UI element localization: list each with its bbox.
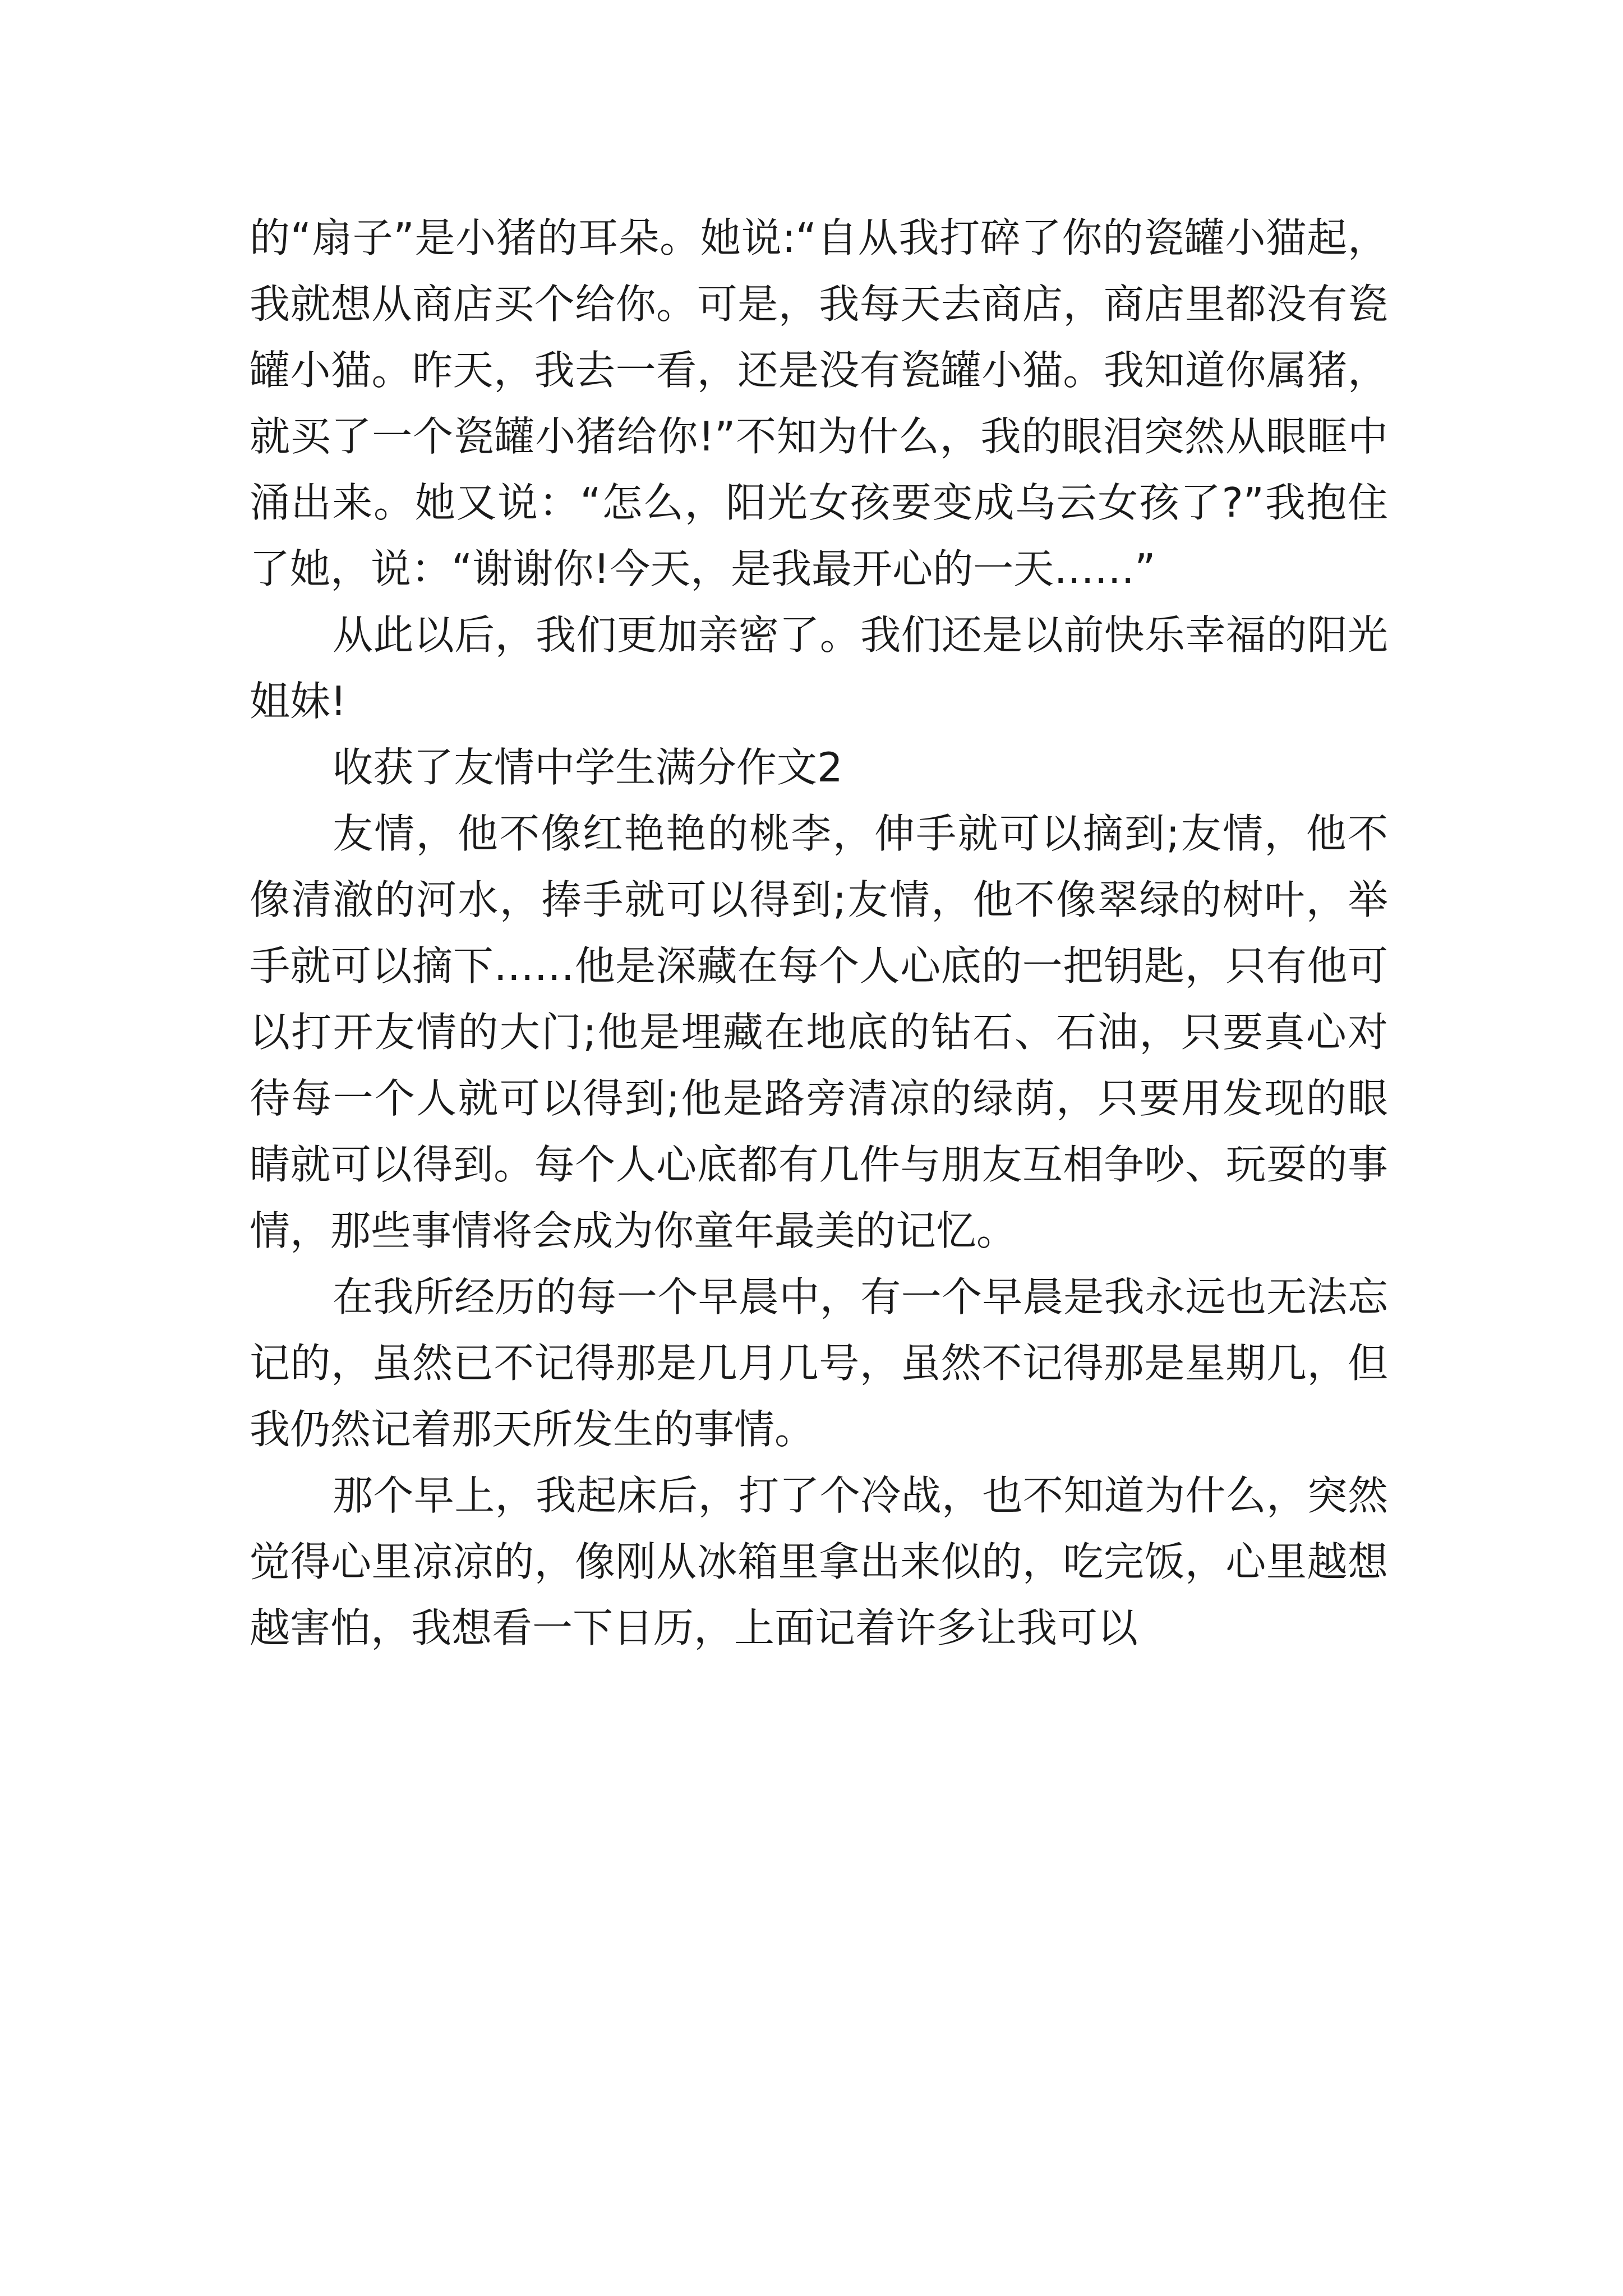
paragraph-4: 在我所经历的每一个早晨中，有一个早晨是我永远也无法忘记的，虽然已不记得那是几月几号，虽然不记得那是星期几，但我仍然记着那天所发生的事情。 <box>250 1273 1388 1453</box>
paragraph-3: 友情，他不像红艳艳的桃李，伸手就可以摘到;友情，他不像清澈的河水，捧手就可以得到;友情，他不像翠绿的树叶，举手就可以摘下……他是深藏在每个人心底的一把钥匙，只有他可以打开友情的大门;他是埋藏在地底的钻石、石油，只要真心对待每一个人就可以得到;他是路旁清凉的绿荫，只要用发现的眼睛就可以得到。每个人心底都有几件与朋友互相争吵、玩耍的事情，那些事情将会成为你童年最美的记忆。 <box>250 810 1388 1254</box>
document-body <box>250 205 1388 1661</box>
paragraph-5: 那个早上，我起床后，打了个冷战，也不知道为什么，突然觉得心里凉凉的，像刚从冰箱里拿出来似的，吃完饭，心里越想越害怕，我想看一下日历，上面记着许多让我可以 <box>250 1472 1388 1651</box>
paragraph-1: 的“扇子”是小猪的耳朵。她说:“自从我打碎了你的瓷罐小猫起，我就想从商店买个给你。可是，我每天去商店，商店里都没有瓷罐小猫。昨天，我去一看，还是没有瓷罐小猫。我知道你属猪，就买了一个瓷罐小猪给你!”不知为什么，我的眼泪突然从眼眶中涌出来。她又说：“怎么，阳光女孩要变成乌云女孩了?”我抱住了她，说：“谢谢你!今天，是我最开心的一天……” <box>250 214 1388 592</box>
paragraph-2: 从此以后，我们更加亲密了。我们还是以前快乐幸福的阳光姐妹! <box>250 611 1388 725</box>
essay-title: 收获了友情中学生满分作文2 <box>333 744 843 791</box>
